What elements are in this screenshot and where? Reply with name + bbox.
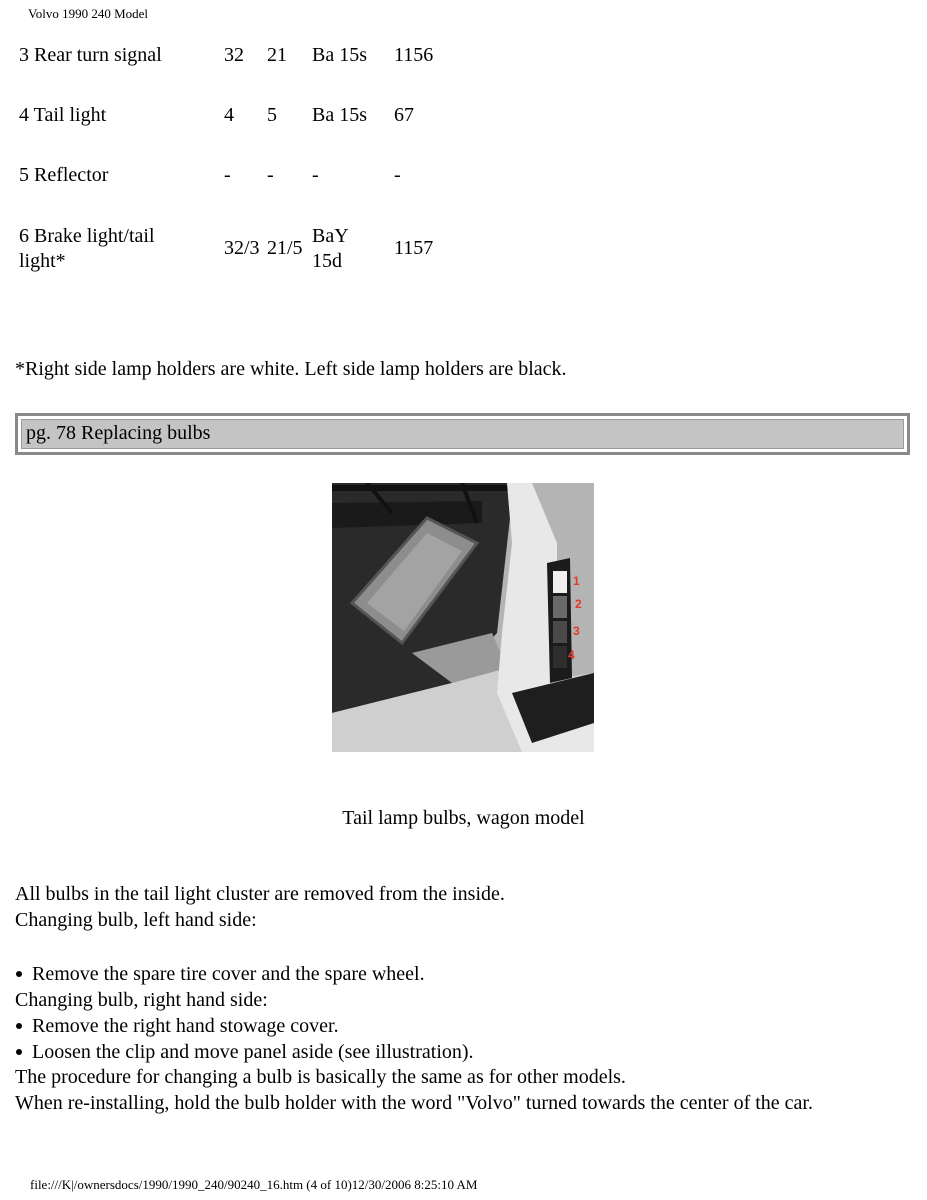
bulb-socket: Ba 15s xyxy=(312,44,367,66)
bulb-name: 4 Tail light xyxy=(19,104,107,126)
list-item-text: Remove the spare tire cover and the spare wheel. xyxy=(32,963,425,985)
bulb-part-number: 1156 xyxy=(394,44,434,66)
list-item xyxy=(15,1039,474,1065)
bulb-name: 3 Rear turn signal xyxy=(19,44,162,66)
table-footnote: *Right side lamp holders are white. Left side lamp holders are black. xyxy=(15,358,567,380)
bulb-part-number: 1157 xyxy=(394,237,434,259)
list-item xyxy=(15,961,425,987)
bulb-watt-1: 32/3 xyxy=(224,237,260,259)
bulb-watt-2: 21/5 xyxy=(267,237,303,259)
bulb-name: 5 Reflector xyxy=(19,164,109,186)
bullet-icon xyxy=(16,1049,22,1055)
bulb-socket: - xyxy=(312,164,319,186)
bulb-name-line: light* xyxy=(19,250,66,272)
bulb-watt-1: 4 xyxy=(224,104,234,126)
section-title: pg. 78 Replacing bulbs xyxy=(26,422,211,444)
list-item-text: Remove the right hand stowage cover. xyxy=(32,1015,339,1037)
body-paragraph: Changing bulb, left hand side: xyxy=(15,909,257,931)
callout-3: 3 xyxy=(573,624,580,638)
body-paragraph: Changing bulb, right hand side: xyxy=(15,989,268,1011)
callout-2: 2 xyxy=(575,597,582,611)
bulb-part-number: - xyxy=(394,164,401,186)
bulb-socket-line: 15d xyxy=(312,250,342,272)
body-paragraph: All bulbs in the tail light cluster are removed from the inside. xyxy=(15,883,505,905)
bulb-name-line: 6 Brake light/tail xyxy=(19,225,155,247)
bulb-socket-line: BaY xyxy=(312,225,349,247)
bulb-socket: Ba 15s xyxy=(312,104,367,126)
bullet-icon xyxy=(16,971,22,977)
bulb-watt-2: 5 xyxy=(267,104,277,126)
callout-1: 1 xyxy=(573,574,580,588)
tail-lamp-illustration xyxy=(332,483,594,752)
bulb-watt-2: - xyxy=(267,164,274,186)
callout-4: 4 xyxy=(568,648,575,662)
list-item-text: Loosen the clip and move panel aside (see illustration). xyxy=(32,1041,474,1063)
section-header-fill xyxy=(21,419,904,449)
body-paragraph: The procedure for changing a bulb is basically the same as for other models. xyxy=(15,1066,626,1088)
bulb-watt-1: 32 xyxy=(224,44,244,66)
figure-caption: Tail lamp bulbs, wagon model xyxy=(342,807,585,829)
bulb-watt-1: - xyxy=(224,164,231,186)
bulb-socket xyxy=(312,224,372,274)
bulb-watt-2: 21 xyxy=(267,44,287,66)
bullet-icon xyxy=(16,1023,22,1029)
page-header-title: Volvo 1990 240 Model xyxy=(28,6,149,21)
bulb-part-number: 67 xyxy=(394,104,414,126)
footer-file-url: file:///K|/ownersdocs/1990/1990_240/90240_16.htm (4 of 10)12/30/2006 8:25:10 AM xyxy=(30,1177,478,1192)
bulb-name xyxy=(19,224,219,274)
section-header-bar xyxy=(15,413,910,455)
body-paragraph: When re-installing, hold the bulb holder with the word "Volvo" turned towards the center of the car. xyxy=(15,1092,813,1114)
list-item xyxy=(15,1013,339,1039)
